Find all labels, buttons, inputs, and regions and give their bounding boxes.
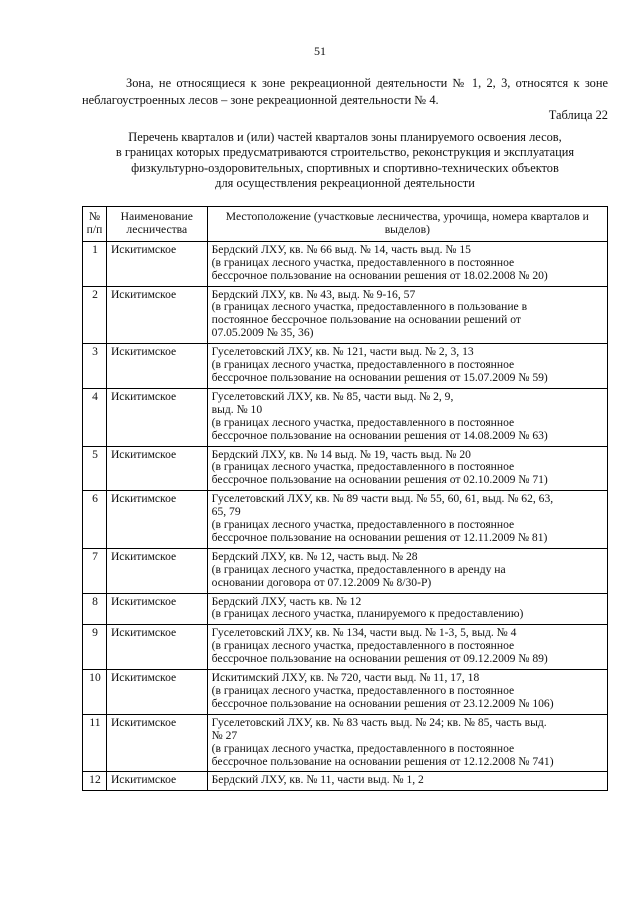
location-line: бессрочное пользование на основании решения от 15.07.2009 № 59) (211, 370, 548, 384)
location-line: Бердский ЛХУ, кв. № 11, части выд. № 1, 2 (211, 773, 424, 787)
row-number: 9 (83, 625, 107, 670)
location-line: Гуселетовский ЛХУ, кв. № 83 часть выд. № 24; кв. № 85, часть выд. (211, 715, 547, 729)
location-line: Бердский ЛХУ, кв. № 66 выд. № 14, часть выд. № 15 (211, 242, 471, 256)
location-line: Бердский ЛХУ, часть кв. № 12 (211, 594, 362, 608)
location-line: Бердский ЛХУ, кв. № 14 выд. № 19, часть выд. № 20 (211, 447, 471, 461)
row-number: 12 (83, 772, 107, 791)
row-number: 7 (83, 548, 107, 593)
row-number: 3 (83, 344, 107, 389)
row-location (207, 714, 607, 772)
table-header-row (83, 207, 608, 242)
row-location (207, 446, 607, 491)
table-row (83, 772, 608, 791)
row-number: 5 (83, 446, 107, 491)
location-line: бессрочное пользование на основании решения от 02.10.2009 № 71) (211, 473, 548, 487)
row-location (207, 593, 607, 625)
location-line: Бердский ЛХУ, кв. № 43, выд. № 9-16, 57 (211, 287, 416, 301)
page-number: 51 (314, 44, 326, 58)
row-number: 1 (83, 241, 107, 286)
table-row (83, 241, 608, 286)
location-line: (в границах лесного участка, предоставленного в постоянное (211, 518, 515, 532)
table-row (83, 593, 608, 625)
location-line: бессрочное пользование на основании решения от 14.08.2009 № 63) (211, 428, 548, 442)
location-line: 65, 79 (211, 505, 241, 519)
location-line: 07.05.2009 № 35, 36) (211, 326, 314, 340)
location-line: бессрочное пользование на основании решения от 09.12.2009 № 89) (211, 652, 548, 666)
table-body (83, 241, 608, 791)
row-number: 6 (83, 491, 107, 549)
table-row (83, 388, 608, 446)
table-row (83, 286, 608, 344)
location-line: Бердский ЛХУ, кв. № 12, часть выд. № 28 (211, 549, 418, 563)
row-forestry: Искитимское (106, 241, 207, 286)
table-row (83, 714, 608, 772)
location-line: Искитимский ЛХУ, кв. № 720, части выд. № 11, 17, 18 (211, 671, 480, 685)
table-row (83, 344, 608, 389)
location-line: постоянное бессрочное пользование на основании решений от (211, 313, 521, 327)
row-forestry: Искитимское (106, 772, 207, 791)
location-line: № 27 (211, 728, 238, 742)
row-forestry: Искитимское (106, 625, 207, 670)
location-line: (в границах лесного участка, предоставленного в постоянное (211, 684, 515, 697)
location-line: (в границах лесного участка, предоставленного в постоянное (211, 415, 515, 429)
location-line: (в границах лесного участка, предоставленного в аренду на (211, 562, 506, 576)
location-line: (в границах лесного участка, планируемого к предоставлению) (211, 607, 524, 621)
header-location: Местоположение (участковые лесничества, урочища, номера кварталов и выделов) (207, 207, 607, 242)
row-location (207, 625, 607, 670)
location-line: выд. № 10 (211, 402, 263, 416)
location-line: бессрочное пользование на основании решения от 12.12.2008 № 741) (211, 754, 554, 768)
row-forestry: Искитимское (106, 344, 207, 389)
location-line: (в границах лесного участка, предоставленного в пользование в (211, 300, 528, 314)
table-caption (82, 130, 608, 192)
location-line: Гуселетовский ЛХУ, кв. № 85, части выд. № 2, 9, (211, 389, 454, 403)
location-line: бессрочное пользование на основании решения от 18.02.2008 № 20) (211, 268, 548, 282)
row-location (207, 670, 607, 715)
row-number: 2 (83, 286, 107, 344)
caption-line: для осуществления рекреационной деятельности (215, 176, 475, 191)
row-location (207, 241, 607, 286)
location-line: (в границах лесного участка, предоставленного в постоянное (211, 358, 515, 372)
row-location (207, 772, 607, 791)
location-line: Гуселетовский ЛХУ, кв. № 89 части выд. № 55, 60, 61, выд. № 62, 63, (211, 492, 554, 506)
location-line: основании договора от 07.12.2009 № 8/30-Р) (211, 575, 432, 589)
table-row (83, 491, 608, 549)
header-forestry: Наименование лесничества (106, 207, 207, 242)
header-number: № п/п (83, 207, 107, 242)
row-location (207, 286, 607, 344)
intro-paragraph: Зона, не относящиеся к зоне рекреационной деятельности № 1, 2, 3, относятся к зоне неблагоустроенных лесов – зоне рекреационной деятельности № 4. (82, 76, 608, 107)
row-number: 4 (83, 388, 107, 446)
row-forestry: Искитимское (106, 446, 207, 491)
table-row (83, 446, 608, 491)
table-row (83, 625, 608, 670)
row-number: 11 (83, 714, 107, 772)
row-number: 8 (83, 593, 107, 625)
caption-line: Перечень кварталов и (или) частей кварталов зоны планируемого освоения лесов, (128, 130, 562, 144)
table-label: Таблица 22 (548, 108, 608, 122)
row-forestry: Искитимское (106, 388, 207, 446)
location-line: Гуселетовский ЛХУ, кв. № 134, части выд. № 1-3, 5, выд. № 4 (211, 626, 517, 640)
row-forestry: Искитимское (106, 593, 207, 625)
location-line: (в границах лесного участка, предоставленного в постоянное (211, 460, 515, 474)
location-line: (в границах лесного участка, предоставленного в постоянное (211, 255, 515, 269)
row-location (207, 491, 607, 549)
table-row (83, 670, 608, 715)
recreation-quarters-table (82, 206, 608, 791)
caption-line: в границах которых предусматриваются строительство, реконструкция и эксплуатация (115, 145, 575, 160)
caption-line: физкультурно-оздоровительных, спортивных и спортивно-технических объектов (131, 160, 559, 175)
location-line: Гуселетовский ЛХУ, кв. № 121, части выд. № 2, 3, 13 (211, 345, 474, 359)
location-line: бессрочное пользование на основании решения от 23.12.2009 № 106) (211, 696, 554, 710)
row-forestry: Искитимское (106, 286, 207, 344)
row-forestry: Искитимское (106, 548, 207, 593)
row-forestry: Искитимское (106, 714, 207, 772)
location-line: (в границах лесного участка, предоставленного в постоянное (211, 741, 515, 755)
row-location (207, 344, 607, 389)
row-number: 10 (83, 670, 107, 715)
location-line: (в границах лесного участка, предоставленного в постоянное (211, 639, 515, 653)
row-location (207, 548, 607, 593)
row-forestry: Искитимское (106, 670, 207, 715)
row-location (207, 388, 607, 446)
table-row (83, 548, 608, 593)
location-line: бессрочное пользование на основании решения от 12.11.2009 № 81) (211, 530, 548, 544)
row-forestry: Искитимское (106, 491, 207, 549)
